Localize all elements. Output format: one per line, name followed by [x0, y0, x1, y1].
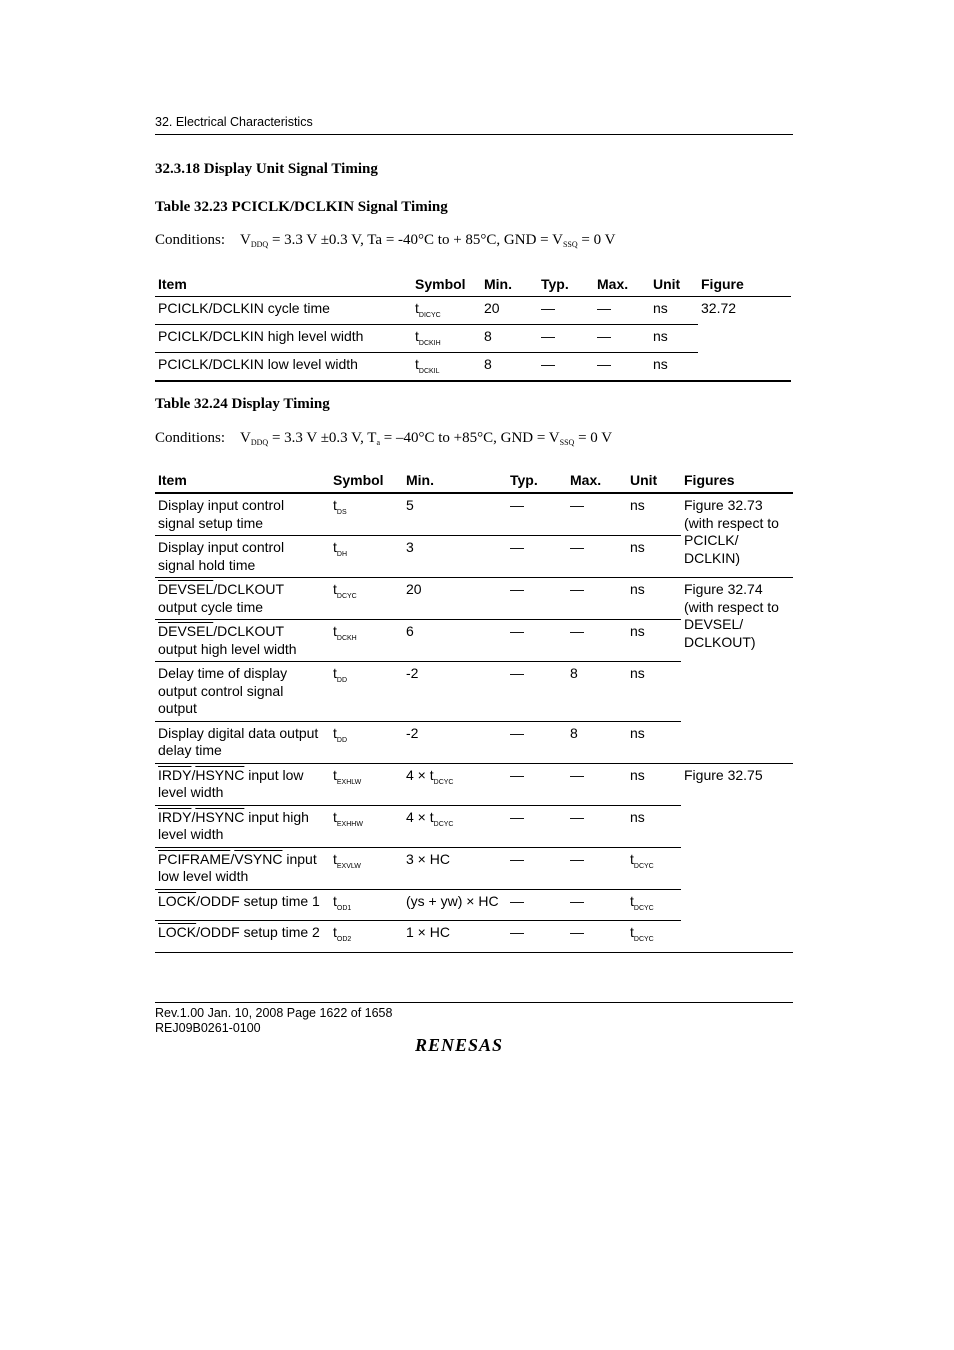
col-header-figures: Figures — [681, 464, 793, 493]
cell-symbol: $t_{DCKIL}$ — [412, 353, 481, 382]
renesas-logo-text: RENESAS — [415, 1035, 504, 1055]
cell-unit: ns — [650, 325, 698, 353]
cell-max: — — [567, 493, 627, 536]
cell-unit: ns — [627, 620, 681, 662]
cell-max: — — [594, 325, 650, 353]
cell-symbol: $t_{DD}$ — [330, 662, 403, 722]
cell-item: Display input control signal hold time — [155, 536, 330, 578]
table2-conditions — [155, 430, 612, 447]
cell-item: DEVSEL/DCLKOUT output high level width — [155, 620, 330, 662]
conditions-label: Conditions: — [155, 430, 226, 446]
cell-typ: — — [507, 662, 567, 722]
cell-max: — — [567, 889, 627, 921]
cell-item: LOCK/ODDF setup time 1 — [155, 889, 330, 921]
col-header-unit: Unit — [650, 268, 698, 297]
conditions-gnd-sub: SSQ — [559, 438, 575, 447]
cell-item: IRDY/HSYNC input high level width — [155, 805, 330, 847]
cell-unit: ns — [627, 662, 681, 722]
table-header-row — [155, 268, 791, 297]
table-header-row — [155, 464, 793, 493]
cell-min: (ys + yw) × HC — [403, 889, 507, 921]
cell-item: PCIFRAME/VSYNC input low level width — [155, 847, 330, 889]
cell-item: IRDY/HSYNC input low level width — [155, 763, 330, 805]
cell-unit: ns — [627, 578, 681, 620]
cell-typ: — — [507, 536, 567, 578]
col-header-max: Max. — [567, 464, 627, 493]
cell-min: -2 — [403, 721, 507, 763]
cell-typ: — — [538, 353, 594, 382]
cell-figure-75: Figure 32.75 — [681, 763, 793, 952]
cell-item: PCICLK/DCLKIN low level width — [155, 353, 412, 382]
conditions-mid: = 3.3 V ±0.3 V, Ta = -40°C to + 85°C, GND = V — [268, 232, 563, 248]
cell-min: $4 \times t_{DCYC}$ — [403, 763, 507, 805]
cell-unit: ns — [627, 536, 681, 578]
conditions-gnd-sub: SSQ — [562, 240, 578, 249]
cell-item: Delay time of display output control signal output — [155, 662, 330, 722]
cell-symbol: $t_{EXVLW}$ — [330, 847, 403, 889]
col-header-min: Min. — [403, 464, 507, 493]
conditions-mid2: = –40°C to +85°C, GND = V — [380, 430, 560, 446]
cell-item: PCICLK/DCLKIN cycle time — [158, 300, 330, 316]
cell-max: — — [567, 620, 627, 662]
cell-min: 3 — [403, 536, 507, 578]
col-header-item: Item — [155, 464, 330, 493]
table-row — [155, 578, 793, 620]
cell-min: $4 \times t_{DCYC}$ — [403, 805, 507, 847]
cell-item: Display input control signal setup time — [155, 493, 330, 536]
conditions-end: = 0 V — [574, 430, 613, 446]
table-row — [155, 353, 791, 382]
cell-typ: — — [541, 300, 555, 316]
cell-symbol: $t_{EXHHW}$ — [330, 805, 403, 847]
header-rule — [155, 134, 793, 135]
cell-min: 1 × HC — [403, 921, 507, 953]
table-row — [155, 763, 793, 805]
cell-typ: — — [507, 763, 567, 805]
cell-symbol: $t_{DS}$ — [330, 493, 403, 536]
cell-min: 8 — [481, 353, 538, 382]
cell-typ: — — [507, 578, 567, 620]
cell-max: — — [567, 805, 627, 847]
col-header-symbol: Symbol — [412, 268, 481, 297]
cell-symbol: $t_{DICYC}$ — [415, 300, 441, 319]
cell-item: LOCK/ODDF setup time 2 — [155, 921, 330, 953]
col-header-min: Min. — [481, 268, 538, 297]
cell-symbol: $t_{EXHLW}$ — [330, 763, 403, 805]
cell-unit: ns — [653, 300, 668, 316]
cell-typ: — — [507, 847, 567, 889]
cell-figure: 32.72 — [698, 297, 791, 382]
cell-unit: ns — [627, 721, 681, 763]
cell-typ: — — [507, 889, 567, 921]
conditions-v-sub: DDQ — [250, 240, 269, 249]
cell-unit: ns — [650, 353, 698, 382]
cell-symbol: $t_{DCKIH}$ — [412, 325, 481, 353]
footer-doc-number: REJ09B0261-0100 — [155, 1021, 261, 1035]
cell-unit: ns — [627, 493, 681, 536]
cell-item: PCICLK/DCLKIN high level width — [155, 325, 412, 353]
cell-max: — — [567, 763, 627, 805]
conditions-label: Conditions: — [155, 232, 226, 248]
cell-figure-73: Figure 32.73 (with respect to PCICLK/ DCLKIN) — [681, 493, 793, 578]
conditions-mid: = 3.3 V ±0.3 V, T — [268, 430, 377, 446]
cell-unit: ns — [627, 805, 681, 847]
pciclk-timing-table — [155, 268, 791, 382]
col-header-figure: Figure — [698, 268, 791, 297]
cell-typ: — — [507, 493, 567, 536]
table-row — [155, 325, 791, 353]
cell-max: — — [567, 847, 627, 889]
conditions-v-sub: DDQ — [250, 438, 269, 447]
table1-caption: Table 32.23 PCICLK/DCLKIN Signal Timing — [155, 199, 448, 215]
cell-symbol: $t_{DCYC}$ — [330, 578, 403, 620]
table2-caption: Table 32.24 Display Timing — [155, 396, 330, 412]
footer-rule — [155, 1002, 793, 1003]
footer-revision: Rev.1.00 Jan. 10, 2008 Page 1622 of 1658 — [155, 1006, 393, 1020]
cell-max: — — [567, 921, 627, 953]
cell-symbol: $t_{OD2}$ — [330, 921, 403, 953]
cell-unit: ns — [627, 763, 681, 805]
cell-unit: $t_{DCYC}$ — [627, 847, 681, 889]
renesas-logo — [413, 1034, 533, 1061]
cell-min: 5 — [403, 493, 507, 536]
cell-max: — — [594, 353, 650, 382]
cell-typ: — — [538, 325, 594, 353]
conditions-ta-sub: a — [376, 438, 381, 447]
cell-typ: — — [507, 721, 567, 763]
cell-max: — — [567, 536, 627, 578]
table1-conditions — [155, 232, 615, 249]
cell-unit: $t_{DCYC}$ — [627, 921, 681, 953]
cell-unit: $t_{DCYC}$ — [627, 889, 681, 921]
cell-min: 20 — [403, 578, 507, 620]
conditions-v: V — [240, 430, 251, 446]
cell-item: Display digital data output delay time — [155, 721, 330, 763]
section-title: 32.3.18 Display Unit Signal Timing — [155, 161, 378, 177]
cell-max: 8 — [567, 721, 627, 763]
col-header-item: Item — [155, 268, 412, 297]
cell-max: — — [567, 578, 627, 620]
cell-symbol: $t_{OD1}$ — [330, 889, 403, 921]
table-row — [155, 297, 791, 325]
col-header-typ: Typ. — [538, 268, 594, 297]
cell-min: -2 — [403, 662, 507, 722]
conditions-end: = 0 V — [577, 232, 616, 248]
cell-max: — — [597, 300, 611, 316]
cell-min: 20 — [484, 300, 500, 316]
conditions-v: V — [240, 232, 251, 248]
cell-symbol: $t_{DCKH}$ — [330, 620, 403, 662]
col-header-symbol: Symbol — [330, 464, 403, 493]
cell-symbol: $t_{DD}$ — [330, 721, 403, 763]
cell-symbol: $t_{DH}$ — [330, 536, 403, 578]
cell-item: DEVSEL/DCLKOUT output cycle time — [155, 578, 330, 620]
display-timing-table — [155, 464, 793, 953]
page-footer — [155, 1006, 392, 1036]
col-header-max: Max. — [594, 268, 650, 297]
cell-min: 3 × HC — [403, 847, 507, 889]
col-header-typ: Typ. — [507, 464, 567, 493]
cell-typ: — — [507, 921, 567, 953]
cell-typ: — — [507, 805, 567, 847]
cell-min: 8 — [481, 325, 538, 353]
cell-typ: — — [507, 620, 567, 662]
cell-figure-74: Figure 32.74 (with respect to DEVSEL/ DCLKOUT) — [681, 578, 793, 764]
cell-min: 6 — [403, 620, 507, 662]
col-header-unit: Unit — [627, 464, 681, 493]
cell-max: 8 — [567, 662, 627, 722]
table-row — [155, 493, 793, 536]
running-header: 32. Electrical Characteristics — [155, 115, 313, 129]
